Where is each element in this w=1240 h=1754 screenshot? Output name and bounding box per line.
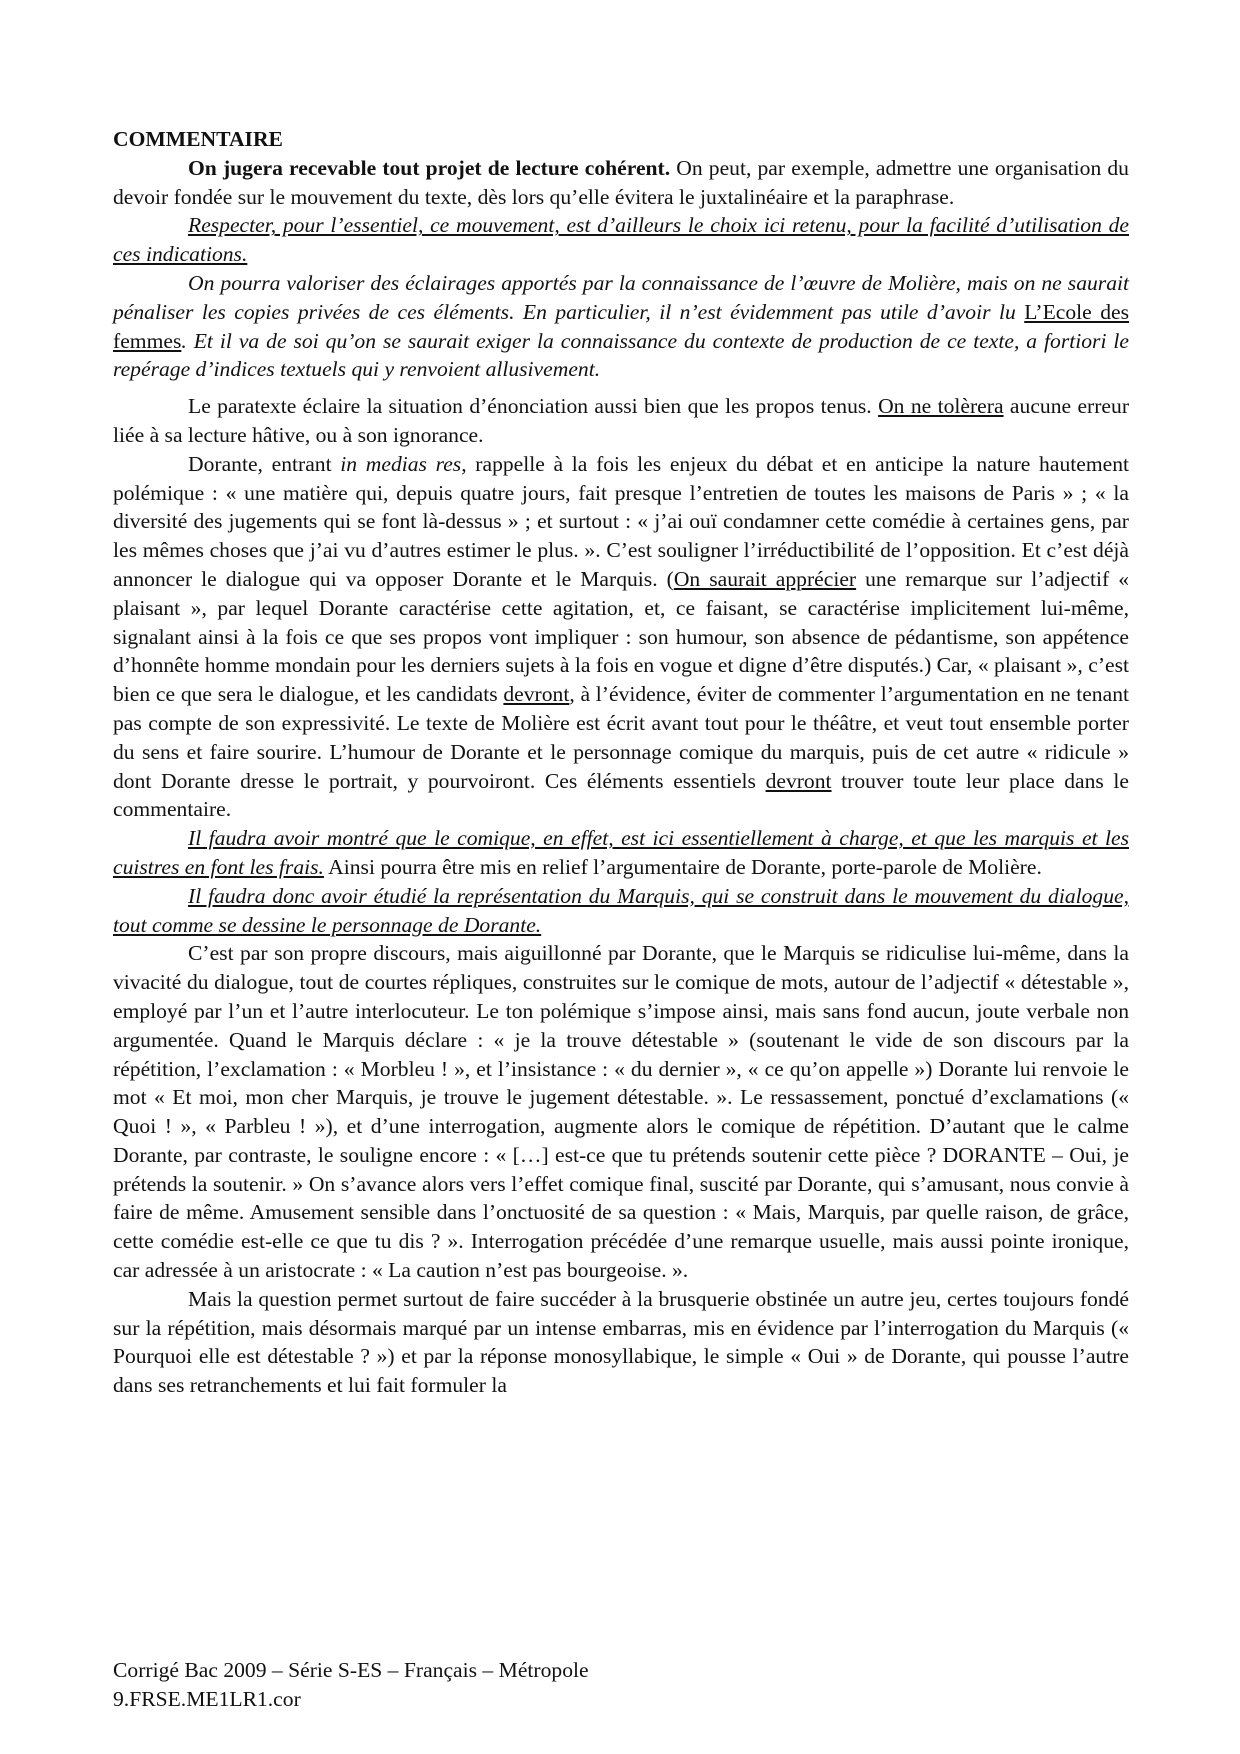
p5-u1: On saurait apprécier — [673, 566, 857, 591]
paragraph-9: Mais la question permet surtout de faire succéder à la brusquerie obstinée un autre jeu, certes toujours fondé sur la répétition, mais désormais marqué par un intense embarras, mis en évidence par l’interrogation du Marquis (« Pourquoi elle est détestable ? ») et par la réponse monosyllabique, le simple « Oui » de Dorante, qui pousse l’autre dans ses retranchements et lui fait formuler la — [113, 1286, 1129, 1398]
paragraph-3 — [113, 269, 1129, 384]
p1-rest: On peut, par exemple, admettre une organisation du devoir fondée sur le mouvement du texte, dès lors qu’elle évitera le juxtalinéaire et la paraphrase. — [113, 155, 1129, 209]
paragraph-8: C’est par son propre discours, mais aiguillonné par Dorante, que le Marquis se ridiculise lui-même, dans la vivacité du dialogue, tout de courtes répliques, construites sur le comique de mots, autour de l’adjectif « détestable », employé par l’un et l’autre interlocuteur. Le ton polémique s’impose ainsi, mais sans fond aucun, joute verbale non argumentée. Quand le Marquis déclare : « je la trouve détestable » (soutenant le vide de son discours par la répétition, l’exclamation : « Morbleu ! », et l’insistance : « du dernier », « ce qu’on appelle ») Dorante lui renvoie le mot « Et moi, mon cher Marquis, je trouve le jugement détestable. ». Le ressassement, ponctué d’exclamations (« Quoi ! », « Parbleu ! »), et d’une interrogation, augmente alors le comique de répétition. D’autant que le calme Dorante, par contraste, le souligne encore : « […] est-ce que tu prétends soutenir cette pièce ? DORANTE – Oui, je prétends la soutenir. » On s’avance alors vers l’effet comique final, suscité par Dorante, qui s’amusant, nous convie à faire de même. Amusement sensible dans l’onctuosité de sa question : « Mais, Marquis, par quelle raison, de grâce, cette comédie est-elle ce que tu dis ? ». Interrogation précédée d’une remarque usuelle, mais aussi pointe ironique, car adressée à un aristocrate : « La caution n’est pas bourgeoise. ». — [113, 941, 1129, 1283]
p5-c: une remarque sur l’adjectif « plaisant », par lequel Dorante caractérise cette agitation, et, ce faisant, se caractérise implicitement lui-même, signalant ainsi à la fois ce que ses propos vont impliquer : son humour, son absence de pédantisme, son appétence d’honnête homme mondain pour les derniers sujets à la fois en vogue et digne d’être disputés.) Car, « plaisant », c’est bien ce que sera le dialogue, et les candidats — [113, 566, 1129, 707]
paragraph-2: Respecter, pour l’essentiel, ce mouvement, est d’ailleurs le choix ici retenu, pour la facilité d’utilisation de ces indications. — [113, 213, 1129, 267]
p3-title: L’Ecole des femmes — [113, 299, 1129, 353]
paragraph-4 — [113, 392, 1129, 450]
paragraph-7: Il faudra donc avoir étudié la représentation du Marquis, qui se construit dans le mouvement du dialogue, tout comme se dessine le personnage de Dorante. — [113, 883, 1129, 937]
p4-a: Le paratexte éclaire la situation d’énonciation aussi bien que les propos tenus. — [188, 394, 879, 419]
footer-line-1: Corrigé Bac 2009 – Série S-ES – Français – Métropole — [113, 1658, 589, 1682]
paragraph-5 — [113, 450, 1129, 824]
p6-italic-underline: Il faudra avoir montré que le comique, en effet, est ici essentiellement à charge, et que les marquis et les cuistres en font les frais. — [113, 826, 1129, 879]
p5-u2: devront — [503, 682, 570, 707]
paragraph-6 — [113, 824, 1129, 882]
p5-a: Dorante, entrant — [188, 451, 341, 476]
p4-underline: On ne tolèrera — [878, 394, 1004, 419]
commentary-body — [113, 125, 1129, 1400]
p5-d: , à l’évidence, éviter de commenter l’argumentation en ne tenant pas compte de son expressivité. Le texte de Molière est écrit avant tout pour le théâtre, et veut tout ensemble porter du sens et faire sourire. L’humour de Dorante et le personnage comique du marquis, puis de cet autre « ridicule » dont Dorante dresse le portrait, y pourvoiront. Ces éléments essentiels — [113, 682, 1129, 793]
p4-b: aucune erreur liée à sa lecture hâtive, ou à son ignorance. — [113, 394, 1130, 447]
p3-b: . Et il va de soi qu’on se saurait exiger la connaissance du contexte de production de ce texte, a fortiori le repérage d’indices textuels qui y renvoient allusivement. — [113, 328, 1129, 382]
page-footer — [113, 1656, 913, 1714]
p5-b: , rappelle à la fois les enjeux du débat et en anticipe la nature hautement polémique : « une matière qui, depuis quatre jours, fait presque l’entretien de toutes les maisons de Paris » ; « la diversité des jugements qui se font là-dessus » ; et surtout : « j’ai ouï condamner cette comédie à certaines gens, par les mêmes choses que j’ai vu d’autres estimer le plus. ». C’est souligner l’irréductibilité de l’opposition. Et c’est déjà annoncer le dialogue qui va opposer Dorante et le Marquis. ( — [113, 451, 1130, 591]
p5-italic: in medias res — [340, 451, 462, 476]
section-heading: COMMENTAIRE — [113, 127, 283, 151]
p5-e: trouver toute leur place dans le commentaire. — [113, 768, 1129, 822]
paragraph-1 — [113, 154, 1129, 212]
p3-a: On pourra valoriser des éclairages apportés par la connaissance de l’œuvre de Molière, mais on ne saurait pénaliser les copies privées de ces éléments. En particulier, il n’est évidemment pas utile d’avoir lu — [113, 270, 1129, 324]
p1-bold: On jugera recevable tout projet de lecture cohérent. — [188, 155, 671, 180]
p6-rest: Ainsi pourra être mis en relief l’argumentaire de Dorante, porte-parole de Molière. — [323, 854, 1042, 879]
p5-u3: devront — [765, 768, 832, 793]
footer-line-2: 9.FRSE.ME1LR1.cor — [113, 1686, 301, 1711]
